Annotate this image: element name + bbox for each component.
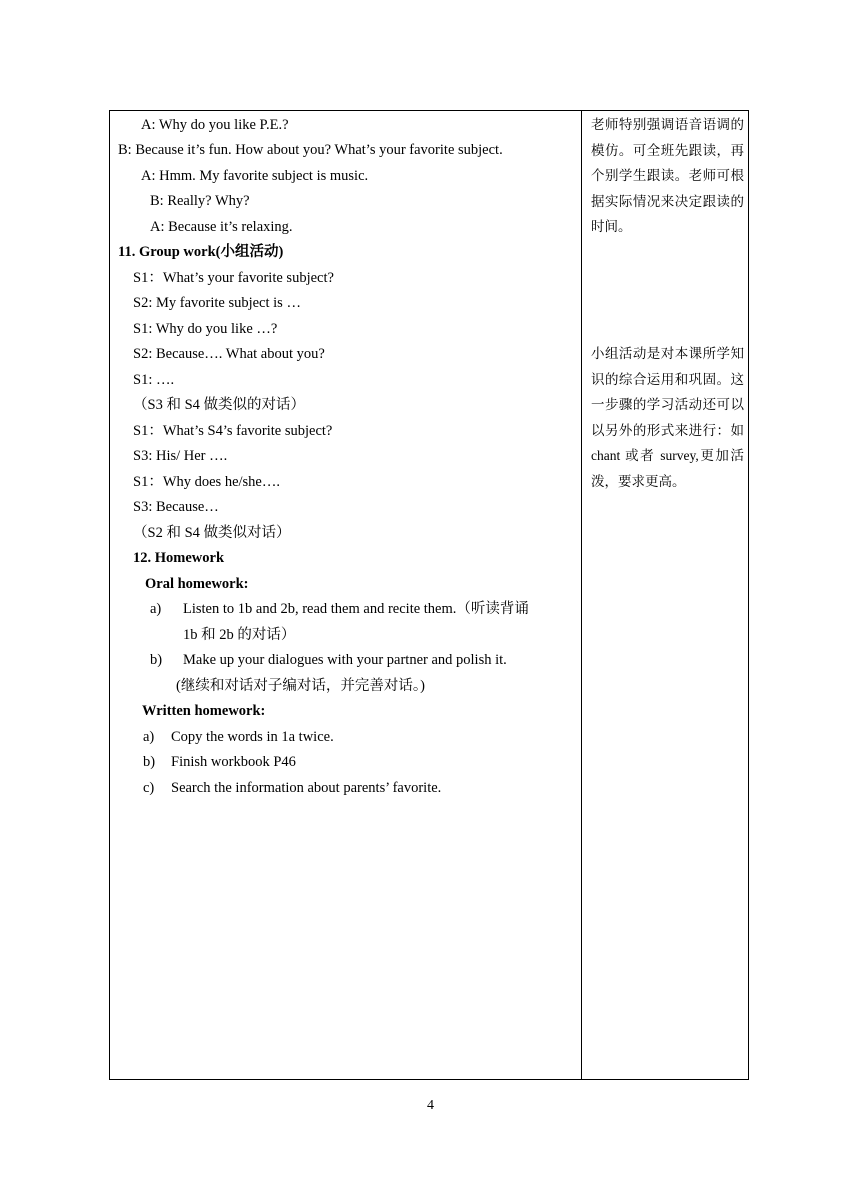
group-work-line: S1：What’s your favorite subject? [133,270,334,286]
homework-heading: 12. Homework [133,550,225,566]
group-work-line: S1: Why do you like …? [133,321,278,337]
teaching-note: 老师特别强调语音语调的模仿。可全班先跟读，再个别学生跟读。老师可根据实际情况来决定跟读的时间。 [591,117,744,234]
teaching-note: 小组活动是对本课所学知识的综合运用和巩固。这一步骤的学习活动还可以以另外的形式来进行：如 chant 或者 survey,更加活泼，要求更高。 [591,346,744,489]
oral-item-continuation: (继续和对话对子编对话，并完善对话。) [176,678,425,694]
dialogue-line: A: Hmm. My favorite subject is music. [141,168,369,184]
lesson-table [109,110,749,1080]
written-item-text: Copy the words in 1a twice. [171,729,334,745]
group-work-line: S1：What’s S4’s favorite subject? [133,423,333,439]
page-number: 4 [427,1098,434,1113]
oral-item-continuation: 1b 和 2b 的对话） [183,627,296,643]
written-item-text: Finish workbook P46 [171,754,296,770]
list-marker: b) [150,652,163,668]
group-work-line: （S3 和 S4 做类似的对话） [133,397,306,413]
dialogue-line: A: Why do you like P.E.? [141,117,289,133]
group-work-line: S1: …. [133,372,175,388]
group-work-line: S3: His/ Her …. [133,448,228,464]
list-marker: a) [150,601,162,617]
written-item-text: Search the information about parents’ favorite. [171,780,442,796]
group-work-line: （S2 和 S4 做类似对话） [133,525,291,541]
list-marker: a) [143,729,155,745]
group-work-line: S2: My favorite subject is … [133,295,301,311]
group-work-line: S3: Because… [133,499,219,515]
oral-item-text: Make up your dialogues with your partner and polish it. [183,652,507,668]
oral-item-text: Listen to 1b and 2b, read them and recite them.（听读背诵 [183,601,529,617]
dialogue-line: B: Really? Why? [150,193,250,209]
list-marker: c) [143,780,155,796]
dialogue-line: A: Because it’s relaxing. [150,219,293,235]
dialogue-line: B: Because it’s fun. How about you? What’s your favorite subject. [118,142,503,158]
group-work-line: S2: Because…. What about you? [133,346,325,362]
list-marker: b) [143,754,156,770]
oral-homework-heading: Oral homework: [145,576,249,592]
written-homework-heading: Written homework: [142,703,266,719]
main-column [110,111,581,1079]
group-work-heading: 11. Group work(小组活动) [118,244,284,260]
notes-column [582,111,748,1079]
group-work-line: S1：Why does he/she…. [133,474,280,490]
